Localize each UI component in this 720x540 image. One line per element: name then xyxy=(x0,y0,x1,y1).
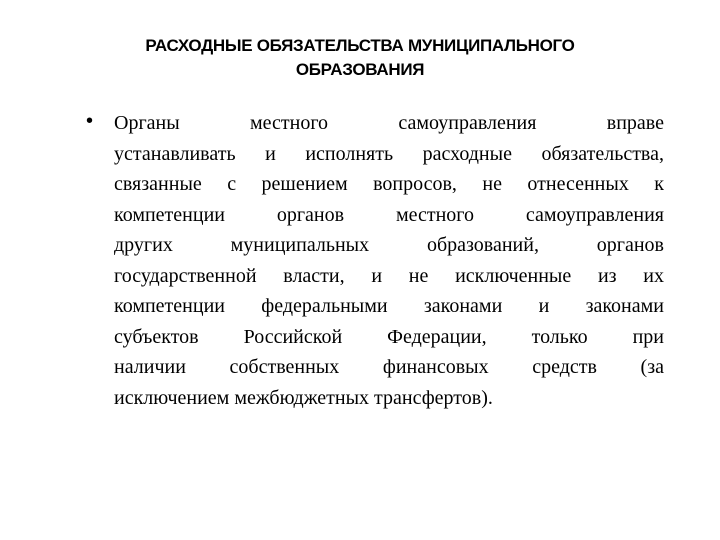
paragraph-line: государственной власти, и не исключенные из их xyxy=(114,264,664,287)
paragraph-line: субъектов Российской Федерации, только при xyxy=(114,325,664,348)
slide-title-line-2: ОБРАЗОВАНИЯ xyxy=(295,60,425,79)
bullet-marker: • xyxy=(86,110,94,132)
paragraph-line: исключением межбюджетных трансфертов). xyxy=(114,386,493,409)
paragraph-line: Органы местного самоуправления вправе xyxy=(114,112,664,134)
slide-title-line-1: РАСХОДНЫЕ ОБЯЗАТЕЛЬСТВА МУНИЦИПАЛЬНОГО xyxy=(145,36,575,55)
paragraph-line: наличии собственных финансовых средств (за xyxy=(114,356,664,378)
paragraph-line: компетенции федеральными законами и законами xyxy=(114,295,664,317)
paragraph-line: устанавливать и исполнять расходные обязательства, xyxy=(114,142,664,165)
slide-title xyxy=(40,34,680,82)
bullet-paragraph xyxy=(114,108,664,413)
paragraph-line: связанные с решением вопросов, не отнесенных к xyxy=(114,173,664,195)
paragraph-line: компетенции органов местного самоуправления xyxy=(114,203,664,226)
paragraph-line: других муниципальных образований, органов xyxy=(114,234,664,256)
